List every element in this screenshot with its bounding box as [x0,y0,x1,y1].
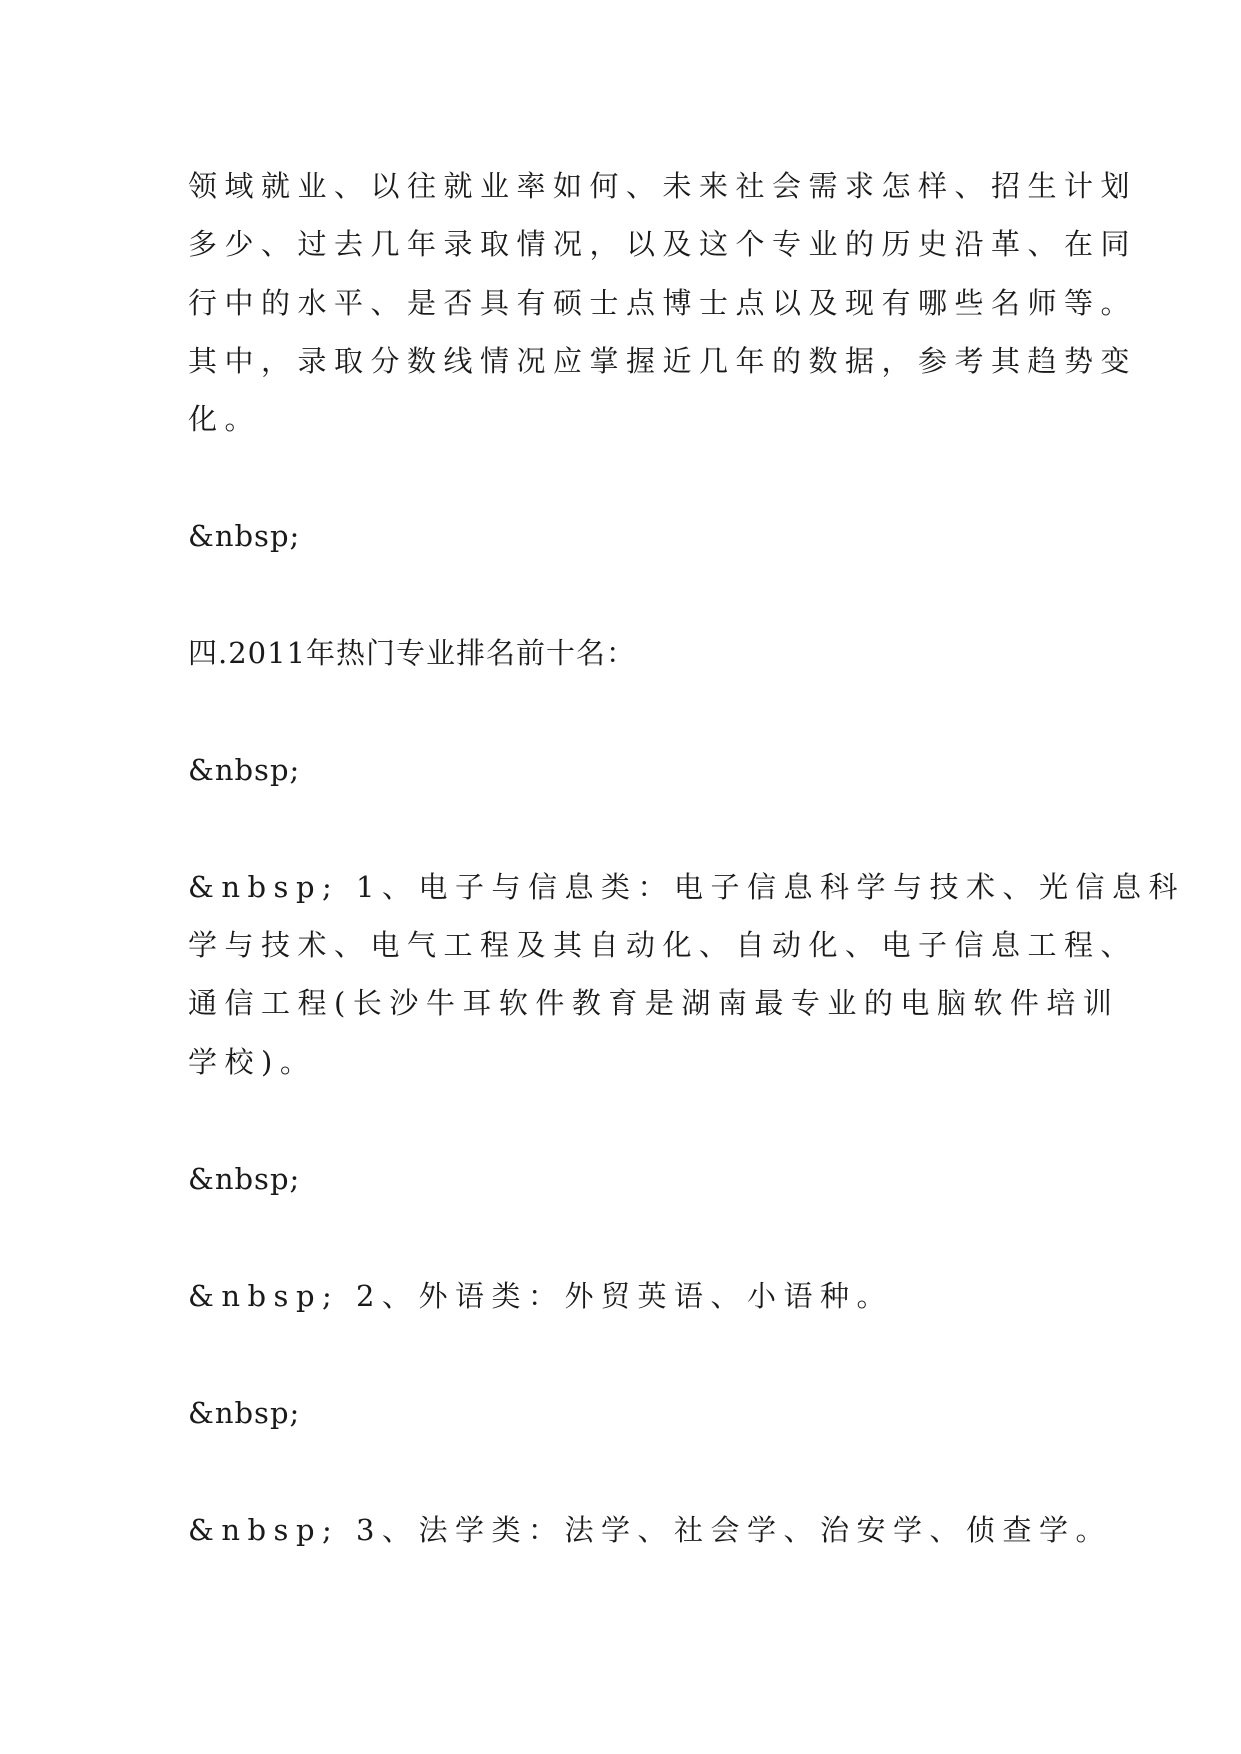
paragraph-1-line-2: 多少、过去几年录取情况，以及这个专业的历史沿革、在同 [188,227,1138,261]
paragraph-1-line-1: 领域就业、以往就业率如何、未来社会需求怎样、招生计划 [188,169,1138,203]
paragraph-1-line-3: 行中的水平、是否具有硕士点博士点以及现有哪些名师等。 [188,286,1138,320]
item-1-line-1: &nbsp; 1、电子与信息类：电子信息科学与技术、光信息科 [188,870,1185,904]
paragraph-1-line-4: 其中，录取分数线情况应掌握近几年的数据，参考其趋势变 [188,344,1138,378]
section-heading: 四.2011年热门专业排名前十名： [188,636,637,670]
nbsp-spacer-3: &nbsp; [188,1162,301,1196]
nbsp-spacer-4: &nbsp; [188,1396,301,1430]
item-1-line-4: 学校)。 [188,1045,317,1079]
item-1-line-3: 通信工程(长沙牛耳软件教育是湖南最专业的电脑软件培训 [188,986,1120,1020]
item-3: &nbsp; 3、法学类：法学、社会学、治安学、侦查学。 [188,1513,1112,1547]
nbsp-spacer-1: &nbsp; [188,519,301,553]
paragraph-1-line-5: 化。 [188,402,262,436]
item-1-line-2: 学与技术、电气工程及其自动化、自动化、电子信息工程、 [188,928,1138,962]
item-2: &nbsp; 2、外语类：外贸英语、小语种。 [188,1279,893,1313]
nbsp-spacer-2: &nbsp; [188,753,301,787]
